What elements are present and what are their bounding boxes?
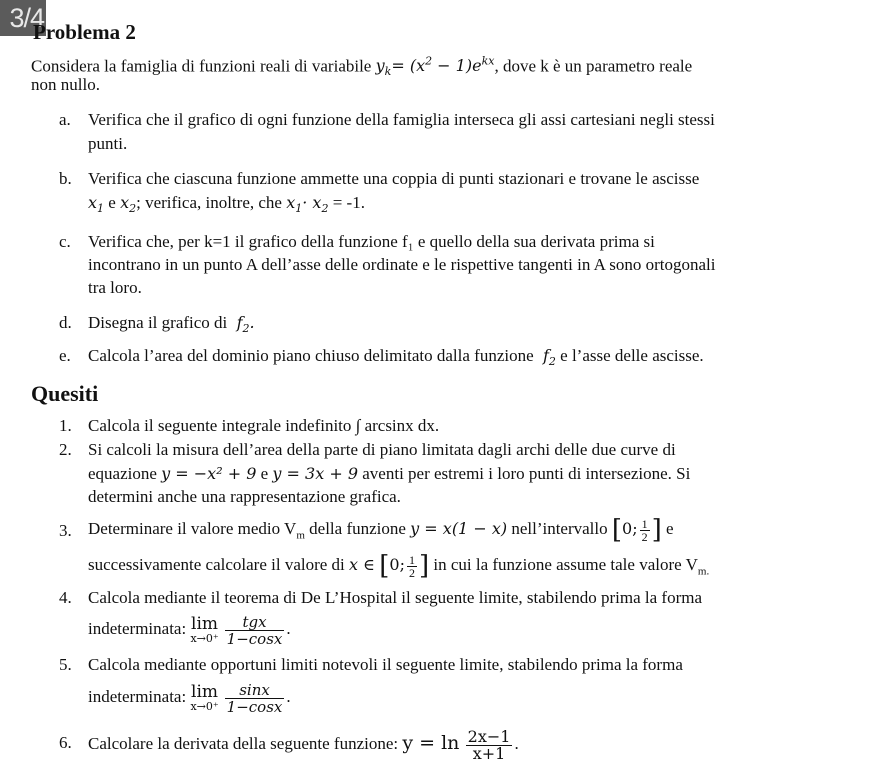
q3-text-b: della funzione [309,519,406,538]
q5-line-1: Calcola mediante opportuni limiti notevoli il seguente limite, stabilendo prima la forma [88,655,683,674]
q3-function: y = x(1 − x) [410,519,508,538]
intro-formula: $y_k= (x^2 - 1)e^{kx}$ [375,55,495,79]
f2-symbol: $f_2$. [231,313,255,336]
item-a-line-2: punti. [88,134,128,153]
problem-heading: Problema 2 [33,20,136,44]
q6-eq: y = ln [402,732,460,754]
interval2-half: $\frac{1}{2}$ [408,552,415,580]
q3-sub-m2: m. [697,565,710,578]
item-b-line-2 [88,193,365,219]
item-b-mid: ; verifica, inoltre, che [136,193,282,212]
q3-line-2 [88,548,709,588]
intro-before: Considera la famiglia di funzioni reali di variabile [31,56,372,76]
x1-symbol: $x_1$ [88,193,105,216]
q5-label: 5. [59,655,72,674]
intro-line-1 [31,52,692,83]
q3-text-c: nell’intervallo [511,519,608,538]
interval-zero: 0; [622,519,638,538]
interval-left-bracket: [ [611,515,623,546]
item-b-label: b. [59,169,72,188]
q2-label: 2. [59,440,72,459]
q4-label: 4. [59,588,72,607]
item-e-line-1 [88,346,704,372]
q2-line-1: Si calcoli la misura dell’area della parte di piano limitata dagli archi delle due curve di [88,440,676,459]
q2-equazione: equazione [88,464,157,483]
f2-symbol-e: $f_2$ [537,346,556,369]
q1-label: 1. [59,416,72,435]
product-symbol: $x_1\cdot x_2$ [286,193,329,216]
q4-limit: lim x→0⁺ [190,614,219,646]
q5-line-2: indeterminata: lim x→0⁺ $\frac{\sin x}{1-\cos x}$ . [88,680,291,716]
intro-line-2: non nullo. [31,75,100,94]
item-c-line-1: Verifica che, per k=1 il grafico della funzione f₁ e quello della sua derivata prima si [88,232,655,251]
intro-after: , dove k è un parametro reale [494,56,693,76]
item-b-and: e [108,193,116,212]
interval2-right-bracket: ] [418,551,430,582]
interval2-left-bracket: [ [379,551,390,582]
q2-eq-1: y = −x² + 9 [161,464,257,483]
q3-text-f: in cui la funzione assume tale valore V [433,555,698,574]
item-e-text-b: e l’asse delle ascisse. [560,346,704,365]
q3-text-e: successivamente calcolare il valore di [88,555,345,574]
item-a-line-1: Verifica che il grafico di ogni funzione della famiglia interseca gli assi cartesiani negli stessi [88,110,715,129]
q6-fraction: $\frac{2x-1}{x+1}$ [467,726,511,763]
item-b-end: = -1. [332,193,365,212]
q3-text-d: e [666,519,674,538]
q5-indeterminata: indeterminata: [88,687,187,706]
item-d-line-1 [88,313,255,339]
q6-text: Calcolare la derivata della seguente funzione: [88,734,399,753]
interval2-zero: 0; [389,555,405,574]
item-b-line-1: Verifica che ciascuna funzione ammette una coppia di punti stazionari e trovane le ascisse [88,169,700,188]
x2-symbol: $x_2$ [120,193,137,216]
item-c-label: c. [59,232,71,251]
q4-line-2: indeterminata: lim x→0⁺ $\frac{\text{tgx}}{1-\cos x}$ . [88,612,291,648]
q6-label: 6. [59,733,72,752]
item-d-text: Disegna il grafico di [88,313,228,332]
q2-rest: aventi per estremi i loro punti di intersezione. Si [362,464,691,483]
q3-label: 3. [59,521,72,540]
q3-sub-m: m [296,529,305,542]
q2-line-3: determini anche una rappresentazione grafica. [88,487,401,506]
interval-right-bracket: ] [651,515,662,546]
item-d-label: d. [59,313,72,332]
interval-half: $\frac{1}{2}$ [641,516,648,544]
q4-indeterminata: indeterminata: [88,619,187,638]
item-a-label: a. [59,110,71,129]
q6-line-1: Calcolare la derivata della seguente funzione: y = ln $\frac{2x-1}{x+1}$ . [88,726,519,763]
x-in-symbol: x ∈ [349,555,375,574]
q2-e: e [260,464,269,483]
q1-text: Calcola il seguente integrale indefinito ∫ arcsinx dx. [88,416,440,435]
page-badge: 3/4 [0,0,46,36]
item-c-line-2: incontrano in un punto A dell’asse delle ordinate e le rispettive tangenti in A sono ortogonali [88,255,716,274]
q2-line-2 [88,464,690,484]
q3-text-a: Determinare il valore medio V [88,519,297,538]
item-e-label: e. [59,346,71,365]
q5-fraction: $\frac{\sin x}{1-\cos x}$ [226,680,283,716]
item-c-line-3: tra loro. [88,278,142,297]
q3-line-1 [88,512,674,552]
item-e-text-a: Calcola l’area del dominio piano chiuso delimitato dalla funzione [88,346,534,365]
q5-limit: lim x→0⁺ [190,682,219,714]
q2-eq-2: y = 3x + 9 [272,464,358,483]
q4-fraction: $\frac{\text{tgx}}{1-\cos x}$ [226,612,283,648]
q4-line-1: Calcola mediante il teorema di De L’Hospital il seguente limite, stabilendo prima la forma [88,588,703,607]
quesiti-heading: Quesiti [31,381,99,406]
